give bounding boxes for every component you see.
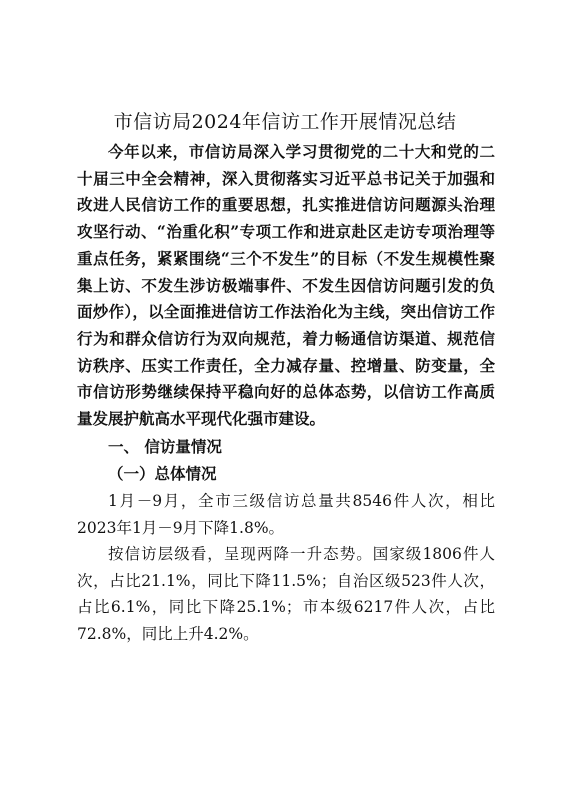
subsection-heading: （一）总体情况 xyxy=(108,464,217,483)
section-heading: 一、 信访量情况 xyxy=(108,437,222,456)
document-title: 市信访局2024年信访工作开展情况总结 xyxy=(113,111,457,133)
total-volume-paragraph: 1月－9月，全市三级信访总量共8546件人次，相比2023年1月－9月下降1.8%。 xyxy=(77,492,495,537)
level-breakdown-paragraph: 按信访层级看，呈现两降一升态势。国家级1806件人次，占比21.1%，同比下降11.5%；自治区级523件人次，占比6.1%，同比下降25.1%；市本级6217件人次，占比72.8%，同比上升4.2%。 xyxy=(77,545,495,644)
intro-paragraph: 今年以来，市信访局深入学习贯彻党的二十大和党的二十届三中全会精神，深入贯彻落实习近平总书记关于加强和改进人民信访工作的重要思想，扎实推进信访问题源头治理攻坚行动、“治重化积”专项工作和进京赴区走访专项治理等重点任务，紧紧围绕“三个不发生”的目标（不发生规模性聚集上访、不发生涉访极端事件、不发生因信访问题引发的负面炒作），以全面推进信访工作法治化为主线，突出信访工作行为和群众信访行为双向规范，着力畅通信访渠道、规范信访秩序、压实工作责任，全力减存量、控增量、防变量，全市信访形势继续保持平稳向好的总体态势，以信访工作高质量发展护航高水平现代化强市建设。 xyxy=(77,142,495,429)
